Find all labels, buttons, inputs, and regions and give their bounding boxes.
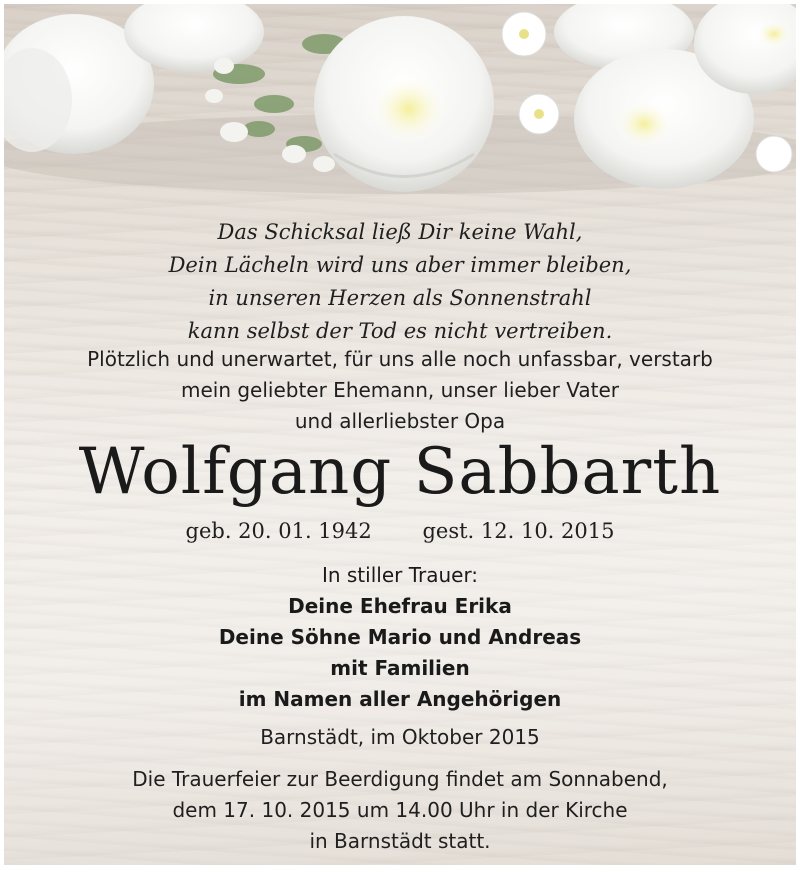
verse-line: kann selbst der Tod es nicht vertreiben. [187, 319, 613, 343]
verse-line: in unseren Herzen als Sonnenstrahl [208, 286, 592, 310]
intro-line: mein geliebter Ehemann, unser lieber Vater [180, 378, 620, 402]
white-tulips-and-blossoms-image [4, 4, 796, 204]
deceased-name: Wolfgang Sabbarth [78, 435, 722, 509]
announcement-intro [4, 344, 796, 437]
mourner-line: mit Familien [330, 656, 470, 680]
mourners-block [4, 560, 796, 715]
mourner-line: im Namen aller Angehörigen [238, 687, 562, 711]
service-line: dem 17. 10. 2015 um 14.00 Uhr in der Kirche [172, 798, 628, 822]
intro-line: Plötzlich und unerwartet, für uns alle noch unfassbar, verstarb [87, 347, 713, 371]
verse-line: Das Schicksal ließ Dir keine Wahl, [217, 220, 583, 244]
place-and-date: Barnstädt, im Oktober 2015 [260, 725, 540, 749]
funeral-service-info [4, 764, 796, 857]
memorial-verse [4, 216, 796, 348]
mourner-line: Deine Söhne Mario und Andreas [218, 625, 582, 649]
obituary-card [4, 4, 796, 865]
life-dates [4, 516, 796, 546]
service-line: in Barnstädt statt. [309, 829, 491, 853]
mourning-lead: In stiller Trauer: [321, 563, 479, 587]
mourner-line: Deine Ehefrau Erika [288, 594, 512, 618]
intro-line: und allerliebster Opa [294, 409, 506, 433]
birth-date: geb. 20. 01. 1942 [185, 519, 372, 543]
service-line: Die Trauerfeier zur Beerdigung findet am Sonnabend, [132, 767, 668, 791]
verse-line: Dein Lächeln wird uns aber immer bleiben, [168, 253, 632, 277]
death-date: gest. 12. 10. 2015 [422, 519, 615, 543]
